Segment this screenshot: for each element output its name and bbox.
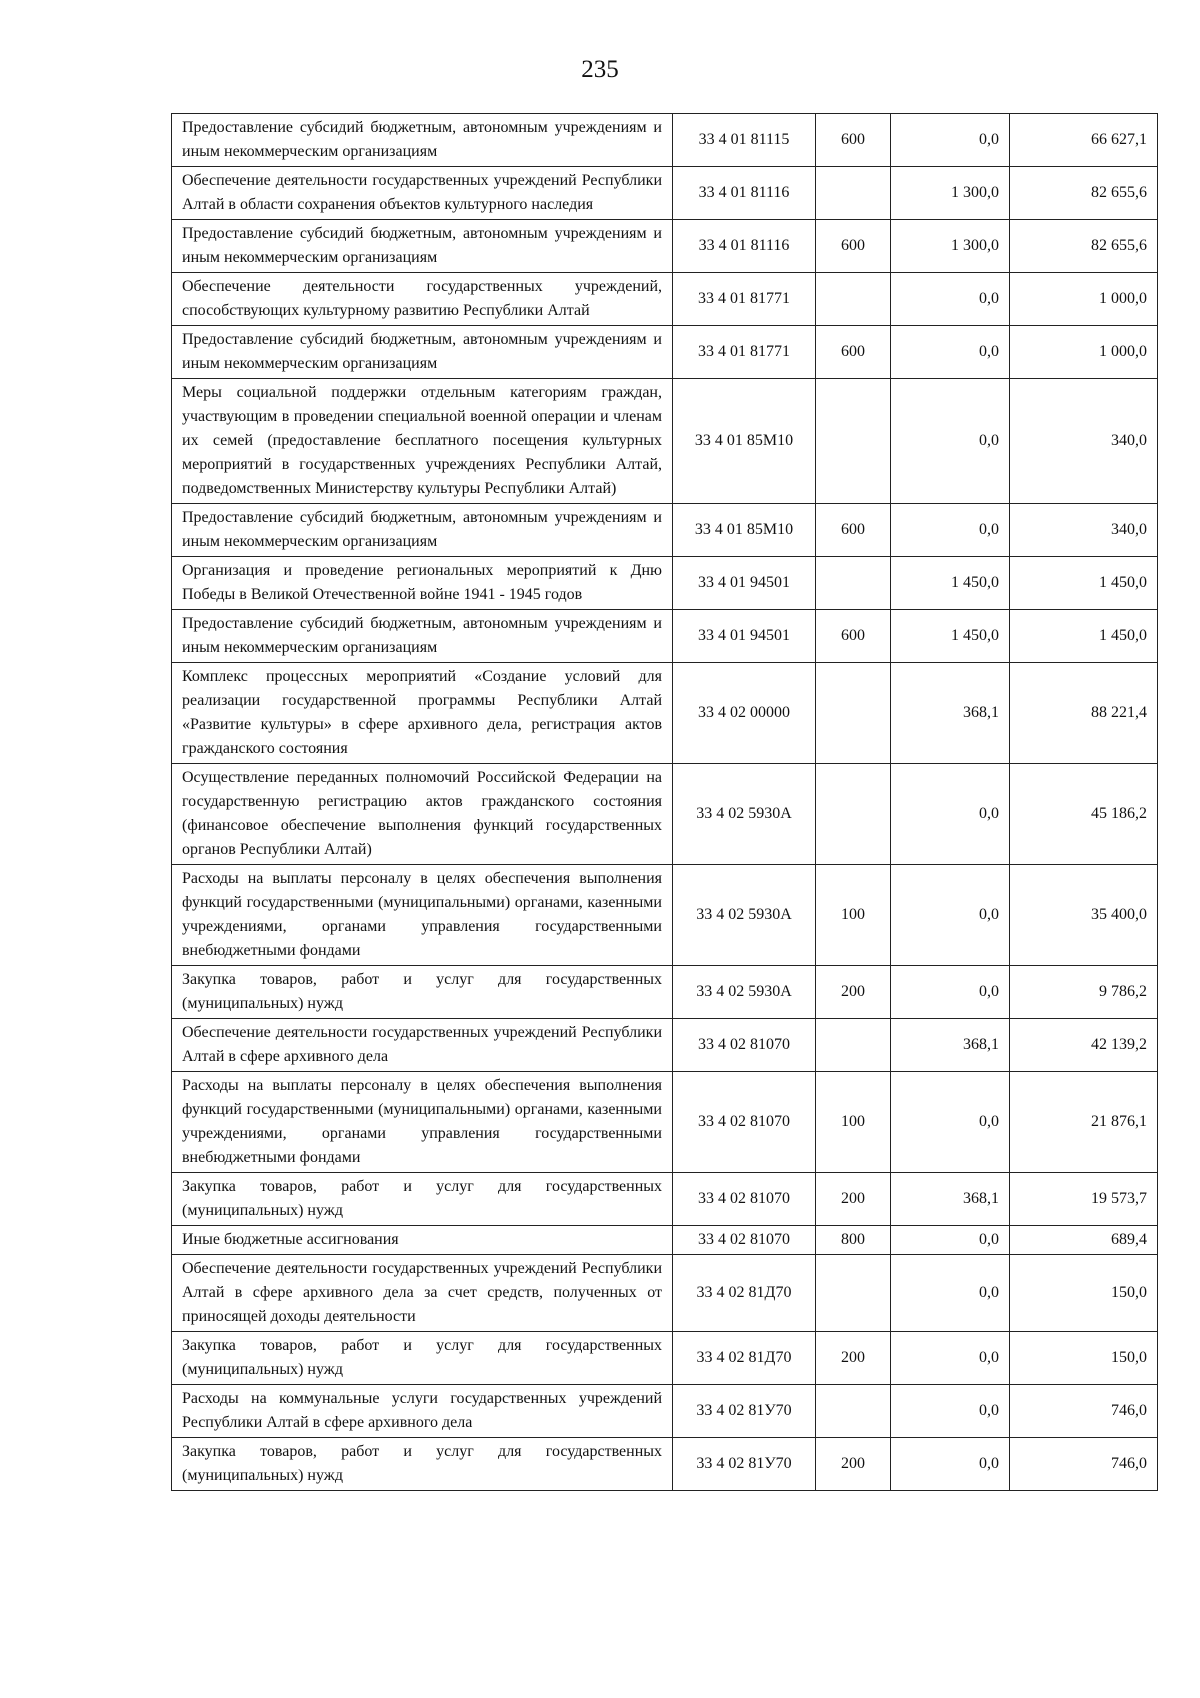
table-row	[172, 1332, 1158, 1385]
target-article-code: 33 4 01 81771	[673, 326, 816, 379]
target-article-code: 33 4 02 81У70	[673, 1385, 816, 1438]
budget-table-body	[172, 114, 1158, 1491]
row-description: Обеспечение деятельности государственных учреждений Республики Алтай в области сохранения объектов культурного наследия	[172, 167, 673, 220]
amount-first: 1 300,0	[891, 167, 1010, 220]
table-row	[172, 326, 1158, 379]
row-description: Иные бюджетные ассигнования	[172, 1226, 673, 1255]
amount-second: 746,0	[1010, 1385, 1158, 1438]
amount-second: 82 655,6	[1010, 220, 1158, 273]
amount-first: 0,0	[891, 114, 1010, 167]
row-description: Расходы на коммунальные услуги государственных учреждений Республики Алтай в сфере архивного дела	[172, 1385, 673, 1438]
amount-first: 0,0	[891, 865, 1010, 966]
amount-first: 1 450,0	[891, 557, 1010, 610]
table-row	[172, 1438, 1158, 1491]
expense-type-code: 200	[816, 1173, 891, 1226]
row-description: Закупка товаров, работ и услуг для государственных (муниципальных) нужд	[172, 1332, 673, 1385]
expense-type-code	[816, 273, 891, 326]
amount-first: 0,0	[891, 379, 1010, 504]
table-row	[172, 504, 1158, 557]
row-description: Обеспечение деятельности государственных учреждений Республики Алтай в сфере архивного дела	[172, 1019, 673, 1072]
amount-first: 368,1	[891, 663, 1010, 764]
table-row	[172, 966, 1158, 1019]
row-description: Предоставление субсидий бюджетным, автономным учреждениям и иным некоммерческим организациям	[172, 326, 673, 379]
amount-second: 1 450,0	[1010, 610, 1158, 663]
expense-type-code	[816, 1019, 891, 1072]
amount-second: 746,0	[1010, 1438, 1158, 1491]
amount-second: 66 627,1	[1010, 114, 1158, 167]
target-article-code: 33 4 01 85М10	[673, 504, 816, 557]
expense-type-code: 800	[816, 1226, 891, 1255]
amount-second: 1 450,0	[1010, 557, 1158, 610]
amount-second: 1 000,0	[1010, 273, 1158, 326]
page-number: 235	[581, 56, 619, 83]
amount-first: 1 300,0	[891, 220, 1010, 273]
table-row	[172, 273, 1158, 326]
table-row	[172, 1072, 1158, 1173]
target-article-code: 33 4 02 81Д70	[673, 1255, 816, 1332]
amount-first: 0,0	[891, 1226, 1010, 1255]
target-article-code: 33 4 01 81116	[673, 220, 816, 273]
row-description: Закупка товаров, работ и услуг для государственных (муниципальных) нужд	[172, 1438, 673, 1491]
row-description: Комплекс процессных мероприятий «Создание условий для реализации государственной программы Республики Алтай «Развитие культуры» в сфере архивного дела, регистрация актов гражданского состояния	[172, 663, 673, 764]
table-row	[172, 663, 1158, 764]
row-description: Меры социальной поддержки отдельным категориям граждан, участвующим в проведении специальной военной операции и членам их семей (предоставление бесплатного посещения культурных мероприятий в государственных учреждениях Республики Алтай, подведомственных Министерству культуры Республики Алтай)	[172, 379, 673, 504]
table-row	[172, 865, 1158, 966]
target-article-code: 33 4 01 81116	[673, 167, 816, 220]
amount-first: 0,0	[891, 1385, 1010, 1438]
amount-first: 0,0	[891, 966, 1010, 1019]
amount-second: 42 139,2	[1010, 1019, 1158, 1072]
row-description: Осуществление переданных полномочий Российской Федерации на государственную регистрацию актов гражданского состояния (финансовое обеспечение выполнения функций государственных органов Республики Алтай)	[172, 764, 673, 865]
amount-first: 0,0	[891, 1072, 1010, 1173]
expense-type-code: 200	[816, 1438, 891, 1491]
expense-type-code	[816, 557, 891, 610]
amount-second: 150,0	[1010, 1332, 1158, 1385]
amount-first: 0,0	[891, 504, 1010, 557]
expense-type-code: 600	[816, 220, 891, 273]
expense-type-code: 600	[816, 326, 891, 379]
table-row	[172, 1173, 1158, 1226]
table-row	[172, 1385, 1158, 1438]
amount-second: 21 876,1	[1010, 1072, 1158, 1173]
row-description: Предоставление субсидий бюджетным, автономным учреждениям и иным некоммерческим организациям	[172, 220, 673, 273]
table-row	[172, 1226, 1158, 1255]
row-description: Предоставление субсидий бюджетным, автономным учреждениям и иным некоммерческим организациям	[172, 114, 673, 167]
target-article-code: 33 4 01 81115	[673, 114, 816, 167]
amount-first: 0,0	[891, 1255, 1010, 1332]
expense-type-code	[816, 764, 891, 865]
expense-type-code: 200	[816, 1332, 891, 1385]
target-article-code: 33 4 02 81У70	[673, 1438, 816, 1491]
row-description: Организация и проведение региональных мероприятий к Дню Победы в Великой Отечественной войне 1941 - 1945 годов	[172, 557, 673, 610]
amount-first: 0,0	[891, 764, 1010, 865]
amount-first: 368,1	[891, 1173, 1010, 1226]
target-article-code: 33 4 02 81070	[673, 1226, 816, 1255]
target-article-code: 33 4 02 81070	[673, 1019, 816, 1072]
expense-type-code: 600	[816, 114, 891, 167]
amount-first: 0,0	[891, 273, 1010, 326]
table-row	[172, 1255, 1158, 1332]
row-description: Расходы на выплаты персоналу в целях обеспечения выполнения функций государственными (муниципальными) органами, казенными учреждениями, органами управления государственными внебюджетными фондами	[172, 865, 673, 966]
row-description: Закупка товаров, работ и услуг для государственных (муниципальных) нужд	[172, 1173, 673, 1226]
table-row	[172, 114, 1158, 167]
amount-first: 0,0	[891, 1332, 1010, 1385]
amount-second: 340,0	[1010, 504, 1158, 557]
row-description: Обеспечение деятельности государственных учреждений Республики Алтай в сфере архивного дела за счет средств, полученных от приносящей доходы деятельности	[172, 1255, 673, 1332]
amount-first: 0,0	[891, 1438, 1010, 1491]
amount-second: 9 786,2	[1010, 966, 1158, 1019]
amount-second: 88 221,4	[1010, 663, 1158, 764]
table-row	[172, 764, 1158, 865]
target-article-code: 33 4 02 81Д70	[673, 1332, 816, 1385]
expense-type-code	[816, 167, 891, 220]
expense-type-code	[816, 1385, 891, 1438]
row-description: Обеспечение деятельности государственных учреждений, способствующих культурному развитию Республики Алтай	[172, 273, 673, 326]
target-article-code: 33 4 01 94501	[673, 610, 816, 663]
target-article-code: 33 4 01 85М10	[673, 379, 816, 504]
amount-second: 340,0	[1010, 379, 1158, 504]
amount-second: 35 400,0	[1010, 865, 1158, 966]
target-article-code: 33 4 01 94501	[673, 557, 816, 610]
expense-type-code	[816, 1255, 891, 1332]
amount-first: 368,1	[891, 1019, 1010, 1072]
amount-second: 82 655,6	[1010, 167, 1158, 220]
expense-type-code: 600	[816, 610, 891, 663]
target-article-code: 33 4 02 00000	[673, 663, 816, 764]
expense-type-code: 200	[816, 966, 891, 1019]
table-row	[172, 1019, 1158, 1072]
row-description: Расходы на выплаты персоналу в целях обеспечения выполнения функций государственными (муниципальными) органами, казенными учреждениями, органами управления государственными внебюджетными фондами	[172, 1072, 673, 1173]
target-article-code: 33 4 02 81070	[673, 1173, 816, 1226]
expense-type-code	[816, 379, 891, 504]
table-row	[172, 220, 1158, 273]
expense-type-code	[816, 663, 891, 764]
target-article-code: 33 4 02 5930А	[673, 966, 816, 1019]
table-row	[172, 167, 1158, 220]
target-article-code: 33 4 02 5930А	[673, 865, 816, 966]
table-row	[172, 610, 1158, 663]
target-article-code: 33 4 02 5930А	[673, 764, 816, 865]
target-article-code: 33 4 01 81771	[673, 273, 816, 326]
amount-first: 0,0	[891, 326, 1010, 379]
budget-table	[171, 113, 1158, 1491]
expense-type-code: 600	[816, 504, 891, 557]
expense-type-code: 100	[816, 865, 891, 966]
expense-type-code: 100	[816, 1072, 891, 1173]
amount-first: 1 450,0	[891, 610, 1010, 663]
amount-second: 150,0	[1010, 1255, 1158, 1332]
amount-second: 45 186,2	[1010, 764, 1158, 865]
target-article-code: 33 4 02 81070	[673, 1072, 816, 1173]
row-description: Предоставление субсидий бюджетным, автономным учреждениям и иным некоммерческим организациям	[172, 504, 673, 557]
amount-second: 1 000,0	[1010, 326, 1158, 379]
row-description: Предоставление субсидий бюджетным, автономным учреждениям и иным некоммерческим организациям	[172, 610, 673, 663]
amount-second: 19 573,7	[1010, 1173, 1158, 1226]
table-row	[172, 379, 1158, 504]
table-row	[172, 557, 1158, 610]
row-description: Закупка товаров, работ и услуг для государственных (муниципальных) нужд	[172, 966, 673, 1019]
amount-second: 689,4	[1010, 1226, 1158, 1255]
